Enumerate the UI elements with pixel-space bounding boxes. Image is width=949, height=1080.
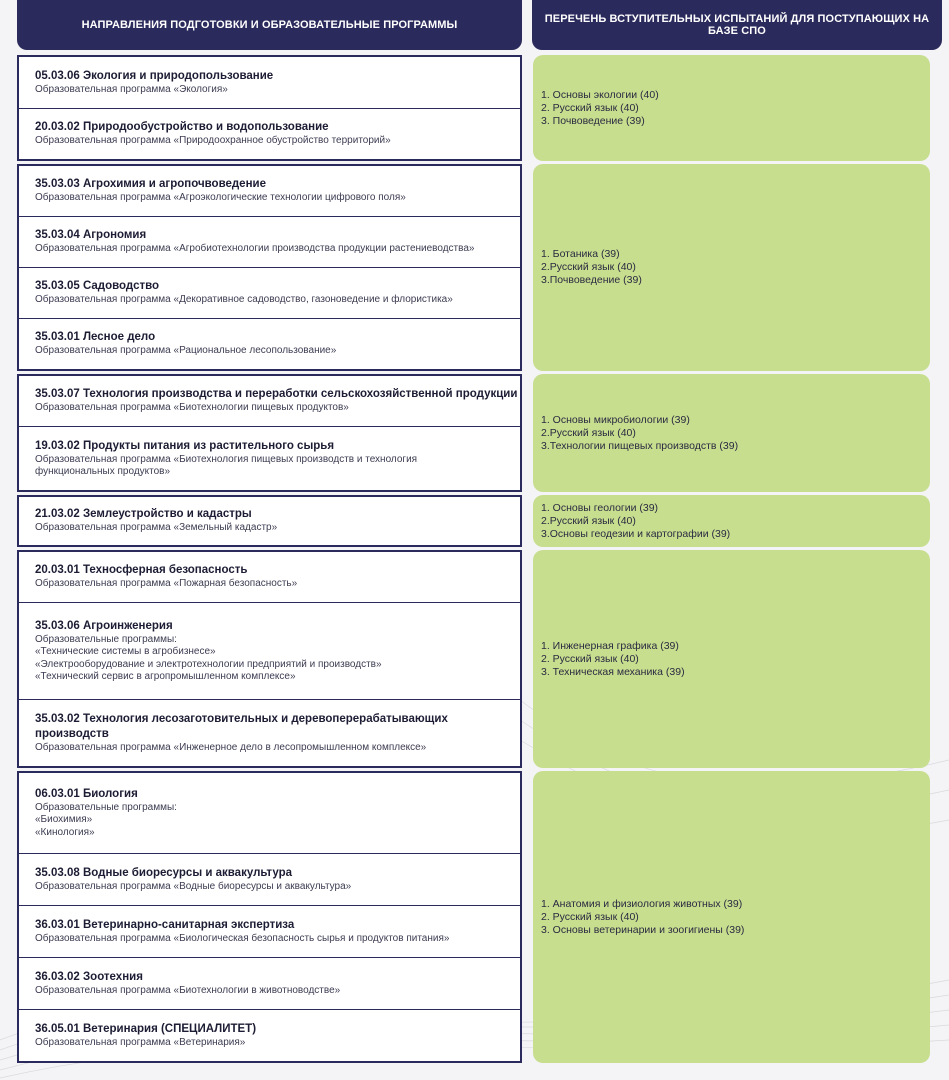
program-description: Образовательная программа «Декоративное садоводство, газоноведение и флористика»	[35, 294, 453, 306]
program-row	[19, 166, 520, 216]
exam-item: 1. Ботаника (39)	[541, 248, 620, 260]
exam-list-group-3	[533, 374, 930, 492]
program-code: 19.03.02 Продукты питания из растительного сырья	[35, 439, 335, 452]
program-description: Образовательная программа «Биологическая безопасность сырья и продуктов питания»	[35, 932, 450, 944]
program-description: Образовательная программа «Рациональное лесопользование»	[35, 345, 337, 357]
program-group-6	[17, 771, 522, 1063]
exam-list-group-4	[533, 495, 930, 547]
program-description: Образовательная программа «Агробиотехнологии производства продукции растениеводства»	[35, 243, 475, 255]
program-row	[19, 853, 520, 905]
program-description: Образовательная программа «Экология»	[35, 83, 228, 95]
program-code: 35.03.06 Агроинженерия	[35, 619, 173, 632]
program-description: Образовательная программа «Пожарная безопасность»	[35, 578, 298, 590]
program-row	[19, 267, 520, 318]
exam-item: 2.Русский язык (40)	[541, 261, 636, 273]
exam-item: 1. Инженерная графика (39)	[541, 639, 679, 652]
exam-item: 3. Основы ветеринарии и зоогигиены (39)	[541, 923, 745, 936]
program-description: Образовательная программа «Инженерное дело в лесопромышленном комплексе»	[35, 741, 427, 753]
exam-item: 2. Русский язык (40)	[541, 652, 639, 665]
program-code: 05.03.06 Экология и природопользование	[35, 69, 274, 82]
program-code: 20.03.01 Техносферная безопасность	[35, 564, 248, 577]
exam-item: 1. Основы экологии (40)	[541, 88, 659, 101]
program-code: 35.03.07 Технология производства и переработки сельскохозяйственной продукции	[35, 388, 518, 401]
program-code: 35.03.02 Технология лесозаготовительных и деревоперерабатывающих производств	[35, 712, 448, 740]
exam-item: 2. Русский язык (40)	[541, 101, 639, 114]
program-row	[19, 699, 520, 766]
program-code: 36.03.01 Ветеринарно-санитарная экспертиза	[35, 918, 295, 931]
program-code: 21.03.02 Землеустройство и кадастры	[35, 508, 252, 521]
exam-item: 2.Русский язык (40)	[541, 426, 636, 439]
program-row	[19, 376, 520, 426]
program-description: Образовательная программа «Ветеринария»	[35, 1036, 246, 1048]
program-description: Образовательная программа «Земельный кадастр»	[35, 522, 278, 534]
program-row	[19, 552, 520, 602]
exam-list-group-1	[533, 55, 930, 161]
program-code: 35.03.03 Агрохимия и агропочвоведение	[35, 178, 266, 191]
program-description: Образовательные программы: «Биохимия» «Кинология»	[35, 801, 177, 838]
program-code: 35.03.08 Водные биоресурсы и аквакультура	[35, 866, 293, 879]
program-code: 35.03.04 Агрономия	[35, 229, 147, 242]
program-row	[19, 57, 520, 108]
program-group-2	[17, 164, 522, 371]
exam-item: 2. Русский язык (40)	[541, 910, 639, 923]
exam-item: 3.Технологии пищевых производств (39)	[541, 439, 739, 452]
exam-item: 3.Основы геодезии и картографии (39)	[541, 527, 731, 540]
program-group-4	[17, 495, 522, 547]
program-row	[19, 318, 520, 369]
exam-item: 1. Основы геологии (39)	[541, 501, 659, 514]
exam-list-group-2	[533, 164, 930, 371]
program-group-3	[17, 374, 522, 492]
exam-item: 1. Анатомия и физиология животных (39)	[541, 897, 743, 910]
program-row	[19, 602, 520, 699]
program-code: 35.03.01 Лесное дело	[35, 331, 156, 344]
program-row	[19, 957, 520, 1009]
program-description: Образовательная программа «Биотехнологии пищевых продуктов»	[35, 402, 349, 414]
exam-list-group-5	[533, 550, 930, 768]
exams-column-header: ПЕРЕЧЕНЬ ВСТУПИТЕЛЬНЫХ ИСПЫТАНИЙ ДЛЯ ПОСТУПАЮЩИХ НА БАЗЕ СПО	[532, 0, 942, 50]
program-row	[19, 426, 520, 490]
program-code: 35.03.05 Садоводство	[35, 280, 160, 293]
program-row	[19, 497, 520, 545]
program-description: Образовательная программа «Биотехнология пищевых производств и технология функциональных продуктов»	[35, 453, 418, 477]
program-row	[19, 216, 520, 267]
program-group-1	[17, 55, 522, 161]
programs-column-header: НАПРАВЛЕНИЯ ПОДГОТОВКИ И ОБРАЗОВАТЕЛЬНЫЕ ПРОГРАММЫ	[17, 0, 522, 50]
program-row	[19, 108, 520, 160]
program-description: Образовательная программа «Природоохранное обустройство территорий»	[35, 135, 391, 146]
program-code: 36.03.02 Зоотехния	[35, 970, 143, 983]
exam-item: 2.Русский язык (40)	[541, 514, 636, 527]
exam-item: 1. Основы микробиологии (39)	[541, 413, 690, 426]
program-code: 36.05.01 Ветеринария (СПЕЦИАЛИТЕТ)	[35, 1022, 257, 1035]
exam-item: 3. Техническая механика (39)	[541, 665, 685, 678]
program-description: Образовательная программа «Биотехнологии в животноводстве»	[35, 984, 341, 996]
program-description: Образовательная программа «Агроэкологические технологии цифрового поля»	[35, 192, 406, 204]
program-description: Образовательная программа «Водные биоресурсы и аквакультура»	[35, 880, 352, 892]
program-row	[19, 1009, 520, 1061]
exam-item: 3. Почвоведение (39)	[541, 114, 645, 127]
exam-list-group-6	[533, 771, 930, 1063]
exam-item: 3.Почвоведение (39)	[541, 274, 642, 286]
program-code: 20.03.02 Природообустройство и водопользование	[35, 121, 329, 133]
program-row	[19, 905, 520, 957]
program-code: 06.03.01 Биология	[35, 787, 138, 800]
program-row	[19, 773, 520, 853]
program-description: Образовательные программы: «Технические системы в агробизнесе» «Электрооборудование и электротехнологии предприятий и производств» «Технический сервис в агропромышленном комплексе»	[35, 633, 382, 682]
program-group-5	[17, 550, 522, 768]
